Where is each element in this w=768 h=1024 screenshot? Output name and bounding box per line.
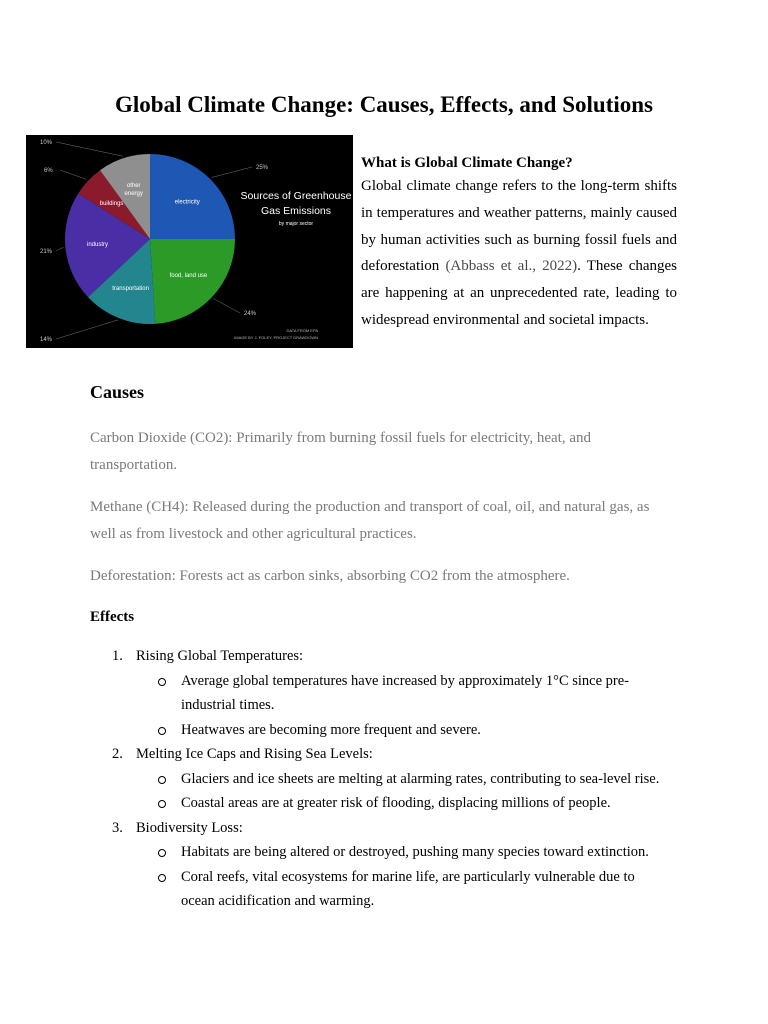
pie-leader-line [56, 247, 63, 251]
pie-slice-electricity [150, 154, 235, 239]
causes-list [90, 425, 670, 605]
circle-bullet-icon [158, 776, 166, 784]
intro-paragraph [361, 173, 677, 334]
chart-title: Sources of Greenhouse [240, 190, 352, 202]
effect-item [112, 816, 672, 841]
pie-slice-label: industry [87, 241, 109, 248]
pie-leader-line [212, 167, 252, 177]
pie-leader-line [60, 170, 87, 179]
intro-text-end: . These changes are happening at an unprecedented rate, leading to widespread environmental and societal impacts. [361, 258, 678, 328]
chart-credit-2: IMAGE BY J. FOLEY, PROJECT DRAWDOWN [234, 335, 318, 340]
effect-subitem: Heatwaves are becoming more frequent and severe. [112, 718, 672, 743]
effect-number: 3. [112, 819, 123, 836]
intro-section [361, 154, 677, 334]
chart-credit-1: DATA FROM EPA [286, 328, 318, 333]
effect-item [112, 742, 672, 767]
effect-subitem: Glaciers and ice sheets are melting at alarming rates, contributing to sea-level rise. [112, 767, 672, 792]
effects-heading: Effects [90, 609, 135, 625]
effect-number: 1. [112, 648, 123, 664]
chart-title-line-2: Gas Emissions [260, 205, 332, 217]
pie-percent-label: 21% [40, 249, 53, 255]
intro-text-start: Global climate change refers to the long-term shifts in temperatures and weather patterns, mainly caused by human activities such as burning fossil fuels and deforestation [361, 178, 677, 275]
pie-leader-line [56, 320, 118, 339]
effect-subitem: Coral reefs, vital ecosystems for marine life, are particularly vulnerable due to ocean acidification and warming. [112, 865, 672, 914]
pie-slice-label: other [126, 182, 141, 189]
effect-label: Biodiversity Loss: [136, 819, 243, 836]
pie-leader-line [56, 142, 123, 156]
effect-number: 2. [112, 746, 123, 762]
effect-subitem: Average global temperatures have increased by approximately 1°C since pre-industrial times. [112, 669, 672, 718]
cause-item: Carbon Dioxide (CO2): Primarily from burning fossil fuels for electricity, heat, and transportation. [90, 430, 591, 473]
pie-percent-label: 10% [40, 140, 53, 146]
pie-slice-label: electricity [174, 199, 200, 206]
pie-percent-label: 24% [244, 311, 257, 317]
effect-subitem: Coastal areas are at greater risk of flooding, displacing millions of people. [112, 791, 672, 816]
pie-slice-label: transportation [112, 285, 149, 292]
pie-percent-label: 6% [44, 168, 53, 174]
effect-subitem: Habitats are being altered or destroyed, pushing many species toward extinction. [112, 840, 672, 865]
pie-slice-label: food, land use [169, 273, 208, 280]
intro-heading: What is Global Climate Change? [361, 155, 573, 171]
effects-list [112, 644, 672, 914]
cause-item: Deforestation: Forests act as carbon sinks, absorbing CO2 from the atmosphere. [90, 568, 570, 584]
intro-citation: (Abbass et al., 2022) [445, 258, 578, 275]
effect-label: Rising Global Temperatures: [136, 648, 304, 664]
pie-slice-label: buildings [99, 200, 124, 207]
pie-slice-label: energy [124, 190, 143, 197]
emissions-pie-chart [26, 135, 353, 348]
chart-subtitle: by major sector [278, 221, 314, 227]
pie-slice-food-land-use [150, 239, 235, 324]
effect-item [112, 644, 672, 669]
causes-heading: Causes [90, 382, 145, 402]
circle-bullet-icon [158, 678, 166, 686]
pie-percent-label: 14% [40, 337, 53, 343]
document-title: Global Climate Change: Causes, Effects, and Solutions [115, 92, 653, 117]
circle-bullet-icon [158, 727, 166, 735]
pie-percent-label: 25% [256, 165, 269, 171]
circle-bullet-icon [158, 874, 166, 882]
circle-bullet-icon [158, 849, 166, 857]
pie-leader-line [213, 299, 240, 313]
cause-item: Methane (CH4): Released during the production and transport of coal, oil, and natural gas, as well as from livestock and other agricultural practices. [90, 499, 650, 542]
circle-bullet-icon [158, 800, 166, 808]
effect-label: Melting Ice Caps and Rising Sea Levels: [136, 746, 373, 762]
